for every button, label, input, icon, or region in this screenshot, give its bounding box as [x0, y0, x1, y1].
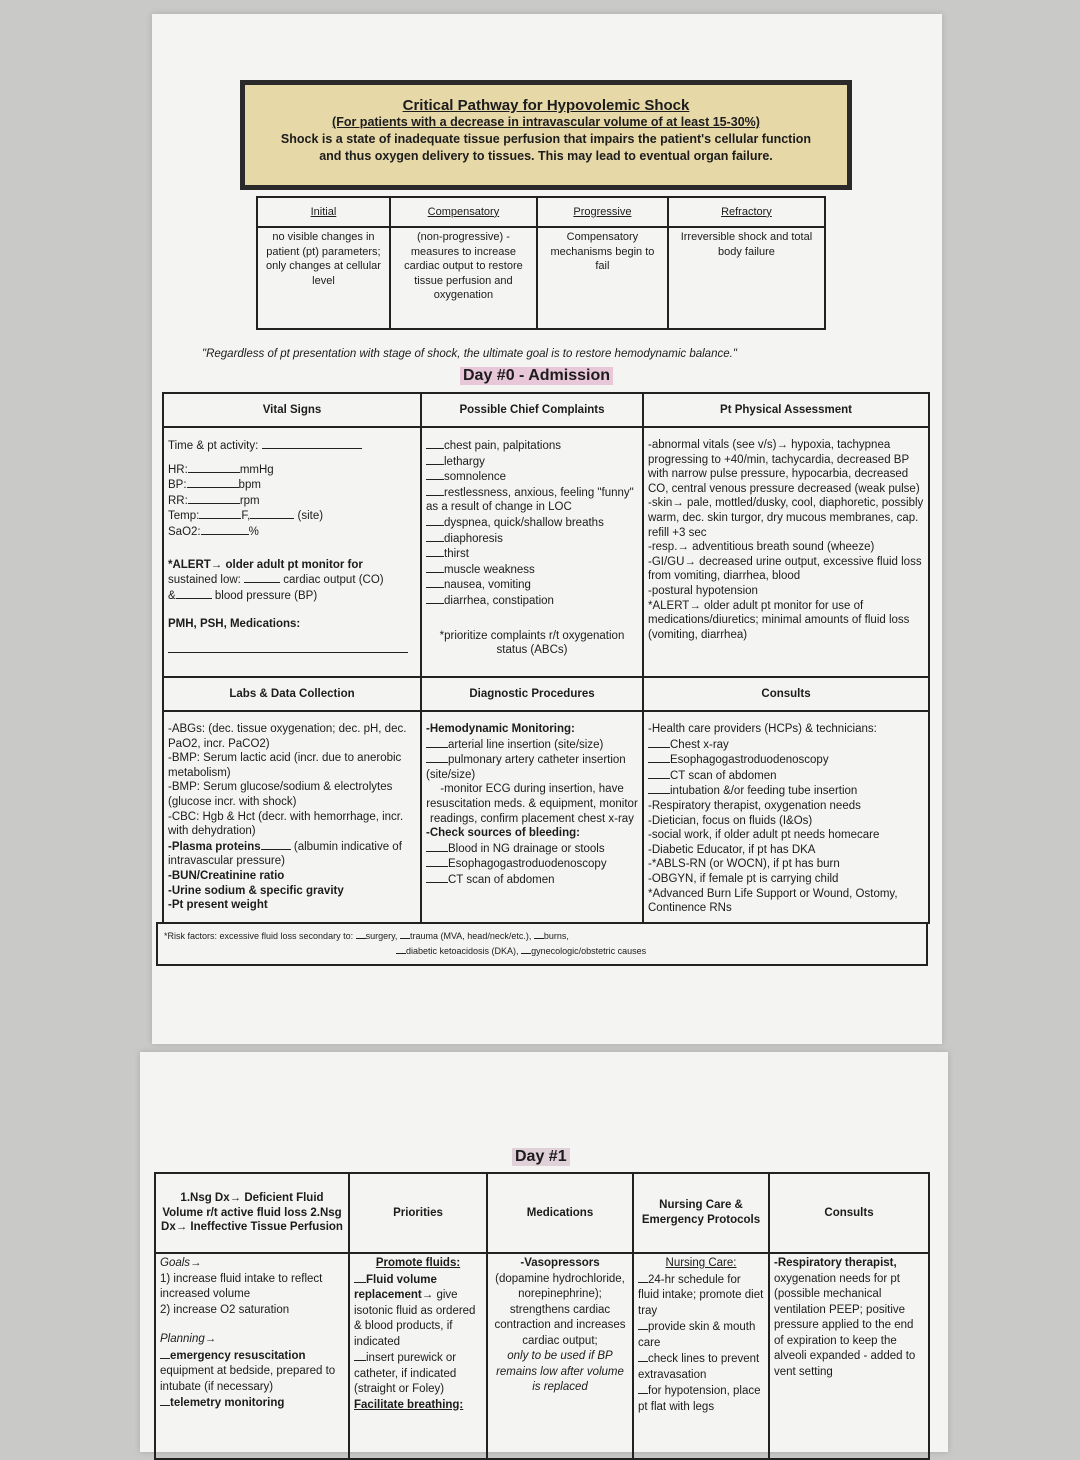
consult-obgyn: -OBGYN, if female pt is carrying child — [648, 872, 839, 885]
alert-bp-row — [168, 588, 416, 604]
bp-unit: bpm — [238, 479, 261, 492]
lab-plasma-blank[interactable] — [261, 839, 291, 850]
planning-telemetry: telemetry monitoring — [170, 1397, 285, 1409]
risk-factors-box — [156, 922, 928, 966]
purewick-catheter: insert purewick or catheter, if indicated (straight or Foley) — [354, 1352, 457, 1395]
risk-burns: burns, — [543, 931, 569, 941]
facilitate-breathing: Facilitate breathing: — [354, 1398, 464, 1411]
day1-nursing-care-cell — [633, 1253, 769, 1459]
complaint-checkbox[interactable] — [426, 515, 444, 526]
complaints-priority-note: *prioritize complaints r/t oxygenation status (ABCs) — [439, 629, 625, 657]
consult-resp: -Respiratory therapist, oxygenation needs — [648, 799, 861, 812]
risk-trauma: trauma (MVA, head/neck/etc.), — [409, 931, 532, 941]
stage-desc-refractory: Irreversible shock and total body failure — [668, 227, 825, 329]
consult-advanced-burn: *Advanced Burn Life Support or Wound, Ostomy, Continence RNs — [648, 887, 898, 915]
priority-checkbox[interactable] — [354, 1272, 366, 1283]
consult-resp-therapist: -Respiratory therapist, — [774, 1257, 897, 1269]
sao2-label: SaO2: — [168, 525, 201, 538]
care-item — [638, 1319, 764, 1351]
consult-ct: CT scan of abdomen — [670, 769, 777, 782]
diag-item — [426, 872, 638, 888]
rr-label: RR: — [168, 494, 188, 507]
alert-bp-blank[interactable] — [176, 588, 212, 599]
stage-desc-compensatory: (non-progressive) -measures to increase cardiac output to restore tissue perfusion and oxygenation — [390, 227, 537, 329]
vital-signs-cell — [163, 427, 421, 677]
diag-ct: CT scan of abdomen — [448, 873, 555, 886]
diag-blood-ng: Blood in NG drainage or stools — [448, 842, 605, 855]
assessment-vitals: -abnormal vitals (see v/s)→ hypoxia, tachypnea progressing to +40/min, tachycardia, decreased BP with narrow pulse pressure, hypocarbia, decreased CO, central venous pressure decreased (weak pulse) — [648, 439, 920, 495]
care-check-lines: check lines to prevent extravasation — [638, 1353, 760, 1381]
time-activity-row — [168, 438, 416, 454]
alert-older-adult: *ALERT→ older adult pt monitor for — [168, 558, 363, 571]
diag-bleeding: -Check sources of bleeding: — [426, 827, 581, 840]
stage-header-initial: Initial — [257, 197, 390, 227]
consult-item — [648, 752, 924, 768]
complaint-text: diaphoresis — [444, 532, 503, 545]
stage-header-progressive: Progressive — [537, 197, 668, 227]
diag-hemodynamic: -Hemodynamic Monitoring: — [426, 723, 575, 735]
complaint-checkbox[interactable] — [426, 546, 444, 557]
consult-checkbox[interactable] — [648, 768, 670, 779]
consult-item — [648, 737, 924, 753]
goal-1: 1) increase fluid intake to reflect increased volume — [160, 1272, 323, 1300]
physical-assessment-cell — [643, 427, 929, 677]
document-page-1 — [152, 14, 942, 1044]
planning-item — [160, 1348, 344, 1396]
chief-complaints-cell — [421, 427, 643, 677]
complaint-item — [426, 469, 638, 485]
consult-diabetic: -Diabetic Educator, if pt has DKA — [648, 843, 816, 856]
temp-site-label: (site) — [297, 510, 324, 523]
stage-header-compensatory: Compensatory — [390, 197, 537, 227]
risk-checkbox[interactable] — [400, 928, 410, 939]
diag-pa-catheter: pulmonary artery catheter insertion (site/size) — [426, 754, 626, 781]
complaint-checkbox[interactable] — [426, 469, 444, 480]
assessment-gigu: -GI/GU→ decreased urine output, excessive fluid loss from vomiting, diarrhea, blood — [648, 555, 922, 583]
risk-checkbox[interactable] — [356, 928, 366, 939]
complaint-text: chest pain, palpitations — [444, 440, 561, 452]
diag-checkbox[interactable] — [426, 752, 448, 763]
complaint-checkbox[interactable] — [426, 438, 444, 449]
complaint-checkbox[interactable] — [426, 577, 444, 588]
diag-checkbox[interactable] — [426, 856, 448, 867]
complaint-item — [426, 562, 638, 578]
temp-site-blank[interactable] — [250, 508, 294, 519]
fluid-replacement: Fluid volume replacement→ — [354, 1273, 437, 1301]
planning-checkbox[interactable] — [160, 1395, 170, 1406]
day0-title: Day #0 - Admission — [460, 367, 613, 385]
care-item — [638, 1351, 764, 1383]
alert-sustained-low: sustained low: — [168, 574, 241, 587]
lab-abgs: -ABGs: (dec. tissue oxygenation; dec. pH, dec. PaO2, incr. PaCO2) — [168, 723, 407, 750]
sao2-row — [168, 524, 416, 540]
risk-checkbox[interactable] — [521, 943, 531, 954]
consult-abls: -*ABLS-RN (or WOCN), if pt has burn — [648, 858, 840, 871]
med-vasopressors-note: only to be used if BP remains low after volume is replaced — [496, 1350, 624, 1393]
consult-checkbox[interactable] — [648, 752, 670, 763]
sao2-blank[interactable] — [201, 524, 249, 535]
header-labs: Labs & Data Collection — [163, 677, 421, 711]
planning-resuscitation: emergency resuscitation — [170, 1349, 306, 1362]
complaint-text: lethargy — [444, 455, 485, 468]
day1-priorities-cell — [349, 1253, 487, 1459]
lab-urine: -Urine sodium & specific gravity — [168, 884, 344, 897]
time-activity-label: Time & pt activity: — [168, 440, 259, 452]
risk-label: *Risk factors: excessive fluid loss secondary to: — [164, 931, 354, 941]
shock-stages-table — [256, 196, 826, 330]
risk-checkbox[interactable] — [534, 928, 544, 939]
header-physical-assessment: Pt Physical Assessment — [643, 393, 929, 427]
hr-blank[interactable] — [188, 462, 240, 473]
consults-cell — [643, 711, 929, 923]
consult-resp-therapist-detail: oxygenation needs for pt (possible mechanical ventilation PEEP; positive pressure applied to the end of expiration to keep the alveoli expanded - added to vent setting — [774, 1272, 916, 1378]
alert-co-label: cardiac output (CO) — [283, 574, 384, 587]
consult-hcp: -Health care providers (HCPs) & technicians: — [648, 723, 877, 735]
diag-checkbox[interactable] — [426, 872, 448, 883]
document-page-2 — [140, 1052, 948, 1452]
care-item — [638, 1272, 764, 1320]
hr-unit: mmHg — [239, 463, 274, 476]
care-hypotension: for hypotension, place pt flat with legs — [638, 1385, 761, 1413]
risk-gyn: gynecologic/obstetric causes — [531, 946, 647, 956]
pmh-label: PMH, PSH, Medications: — [168, 618, 301, 631]
assessment-resp: -resp.→ adventitious breath sound (wheeze) — [648, 541, 875, 554]
complaint-item — [426, 438, 638, 454]
consult-item — [648, 783, 924, 799]
ultimate-goal-note: "Regardless of pt presentation with stage of shock, the ultimate goal is to restore hemodynamic balance." — [202, 348, 737, 360]
complaint-item — [426, 577, 638, 593]
temp-unit: F, — [241, 510, 251, 523]
lab-weight: -Pt present weight — [168, 899, 268, 912]
assessment-postural: -postural hypotension — [648, 584, 758, 597]
risk-dka: diabetic ketoacidosis (DKA), — [406, 946, 519, 956]
stage-desc-initial: no visible changes in patient (pt) parameters; only changes at cellular level — [257, 227, 390, 329]
complaint-checkbox[interactable] — [426, 593, 444, 604]
bp-label: BP: — [168, 479, 187, 492]
risk-row-2 — [164, 943, 920, 958]
temp-label: Temp: — [168, 510, 200, 523]
complaint-checkbox[interactable] — [426, 454, 444, 465]
alert-ampersand: & — [168, 589, 176, 602]
care-fluid-schedule: 24-hr schedule for fluid intake; promote diet tray — [638, 1273, 764, 1317]
day1-medications-cell — [487, 1253, 633, 1459]
nursing-care-label: Nursing Care: — [665, 1257, 737, 1269]
rr-unit: rpm — [239, 494, 260, 507]
risk-checkbox[interactable] — [396, 943, 406, 954]
header-nursing-care: Nursing Care & Emergency Protocols — [633, 1173, 769, 1253]
day1-consults-cell — [769, 1253, 929, 1459]
diag-item — [426, 737, 638, 753]
consult-checkbox[interactable] — [648, 783, 670, 794]
hr-row — [168, 462, 416, 478]
header-chief-complaints: Possible Chief Complaints — [421, 393, 643, 427]
care-checkbox[interactable] — [638, 1319, 648, 1330]
promote-fluids: Promote fluids: — [375, 1257, 461, 1269]
lab-plasma-row — [168, 839, 416, 869]
diagnostic-cell — [421, 711, 643, 923]
consult-social: -social work, if older adult pt needs homecare — [648, 829, 880, 842]
sao2-unit: % — [248, 525, 259, 538]
pathway-title: Critical Pathway for Hypovolemic Shock — [402, 97, 690, 114]
fluid-replacement-detail: give isotonic fluid as ordered & blood products, if indicated — [354, 1289, 476, 1348]
complaint-item — [426, 485, 638, 515]
consult-intubation: intubation &/or feeding tube insertion — [670, 785, 858, 798]
consult-xray: Chest x-ray — [670, 738, 729, 751]
diag-item — [426, 856, 638, 872]
day0-admission-table — [162, 392, 930, 924]
lab-plasma: -Plasma proteins — [168, 840, 261, 853]
day1-table — [154, 1172, 930, 1460]
pathway-subtitle: (For patients with a decrease in intravascular volume of at least 15-30%) — [332, 115, 760, 129]
complaint-text: muscle weakness — [444, 563, 535, 576]
diag-item — [426, 841, 638, 857]
diag-arterial-line: arterial line insertion (site/size) — [448, 738, 604, 751]
header-consults: Consults — [643, 677, 929, 711]
labs-cell — [163, 711, 421, 923]
complaint-text: thirst — [444, 548, 469, 561]
complaint-text: dyspnea, quick/shallow breaths — [444, 516, 604, 529]
consult-checkbox[interactable] — [648, 737, 670, 748]
complaint-item — [426, 454, 638, 470]
assessment-alert: *ALERT→ older adult pt monitor for use of medications/diuretics; minimal amounts of fluid loss (vomiting, diarrhea) — [648, 599, 910, 641]
complaint-text: diarrhea, constipation — [444, 594, 554, 607]
temp-blank[interactable] — [199, 508, 241, 519]
med-vasopressors: -Vasopressors — [520, 1257, 600, 1269]
complaint-checkbox[interactable] — [426, 562, 444, 573]
complaint-text: somnolence — [444, 471, 507, 484]
diag-monitor-ecg: -monitor ECG during insertion, have resuscitation meds. & equipment, monitor readings, confirm placement chest x-ray — [426, 783, 638, 825]
hr-label: HR: — [168, 463, 188, 476]
lab-plasma-note: (albumin indicative of intravascular pressure) — [168, 840, 402, 868]
complaint-checkbox[interactable] — [426, 485, 444, 496]
bp-row — [168, 477, 416, 493]
diag-checkbox[interactable] — [426, 841, 448, 852]
goal-2: 2) increase O2 saturation — [160, 1303, 290, 1316]
header-nursing-dx: 1.Nsg Dx→ Deficient Fluid Volume r/t active fluid loss 2.Nsg Dx→ Ineffective Tissue Perfusion — [155, 1173, 349, 1253]
complaint-item — [426, 531, 638, 547]
complaint-text: restlessness, anxious, feeling "funny" as a result of change in LOC — [426, 486, 634, 514]
complaint-item — [426, 593, 638, 609]
diag-item — [426, 752, 638, 782]
temp-row — [168, 508, 416, 524]
diag-checkbox[interactable] — [426, 737, 448, 748]
complaint-checkbox[interactable] — [426, 531, 444, 542]
complaint-text: nausea, vomiting — [444, 579, 531, 592]
consult-egd: Esophagogastroduodenoscopy — [670, 754, 829, 767]
stage-desc-progressive: Compensatory mechanisms begin to fail — [537, 227, 668, 329]
priority-item — [354, 1350, 482, 1398]
goals-label: Goals→ — [160, 1257, 202, 1269]
lab-glucose: -BMP: Serum glucose/sodium & electrolytes (glucose incr. with shock) — [168, 781, 393, 808]
consult-item — [648, 768, 924, 784]
pmh-blank-row — [168, 642, 416, 658]
header-diagnostic: Diagnostic Procedures — [421, 677, 643, 711]
pmh-blank[interactable] — [168, 642, 408, 653]
pathway-description-2: and thus oxygen delivery to tissues. This may lead to eventual organ failure. — [319, 149, 773, 163]
care-skin-mouth: provide skin & mouth care — [638, 1321, 756, 1349]
alert-co-blank[interactable] — [244, 572, 280, 583]
time-activity-blank[interactable] — [262, 438, 362, 449]
care-checkbox[interactable] — [638, 1272, 648, 1283]
header-day1-consults: Consults — [769, 1173, 929, 1253]
pathway-title-box — [240, 80, 852, 190]
stage-header-refractory: Refractory — [668, 197, 825, 227]
day1-title: Day #1 — [512, 1148, 570, 1166]
lab-cbc: -CBC: Hgb & Hct (decr. with hemorrhage, incr. with dehydration) — [168, 810, 404, 838]
day1-goals-cell — [155, 1253, 349, 1459]
diag-egd: Esophagogastroduodenoscopy — [448, 858, 607, 871]
consult-dietician: -Dietician, focus on fluids (I&Os) — [648, 814, 813, 827]
complaint-item — [426, 546, 638, 562]
planning-checkbox[interactable] — [160, 1348, 170, 1359]
care-checkbox[interactable] — [638, 1351, 648, 1362]
alert-bp-label: blood pressure (BP) — [214, 589, 318, 602]
pathway-description-1: Shock is a state of inadequate tissue perfusion that impairs the patient's cellular function — [280, 132, 812, 146]
assessment-skin: -skin→ pale, mottled/dusky, cool, diaphoretic, possibly warm, dec. skin turgor, dry mucous membranes, cap. refill +3 sec — [648, 497, 924, 539]
planning-item — [160, 1395, 344, 1412]
rr-blank[interactable] — [188, 493, 240, 504]
bp-blank[interactable] — [187, 477, 239, 488]
header-vital-signs: Vital Signs — [163, 393, 421, 427]
priority-checkbox[interactable] — [354, 1350, 366, 1361]
rr-row — [168, 493, 416, 509]
care-item — [638, 1383, 764, 1415]
alert-co-row — [168, 572, 416, 588]
risk-row-1 — [164, 928, 920, 943]
care-checkbox[interactable] — [638, 1383, 648, 1394]
lab-bun: -BUN/Creatinine ratio — [168, 869, 285, 882]
med-vasopressors-detail: (dopamine hydrochloride, norepinephrine); strengthens cardiac contraction and increases cardiac output; — [494, 1272, 626, 1347]
priority-item — [354, 1272, 482, 1351]
complaint-item — [426, 515, 638, 531]
planning-label: Planning→ — [160, 1333, 217, 1345]
planning-resuscitation-detail: equipment at bedside, prepared to intubate (if necessary) — [160, 1365, 336, 1393]
header-priorities: Priorities — [349, 1173, 487, 1253]
risk-surgery: surgery, — [365, 931, 398, 941]
header-medications: Medications — [487, 1173, 633, 1253]
lab-lactic: -BMP: Serum lactic acid (incr. due to anerobic metabolism) — [168, 752, 402, 779]
